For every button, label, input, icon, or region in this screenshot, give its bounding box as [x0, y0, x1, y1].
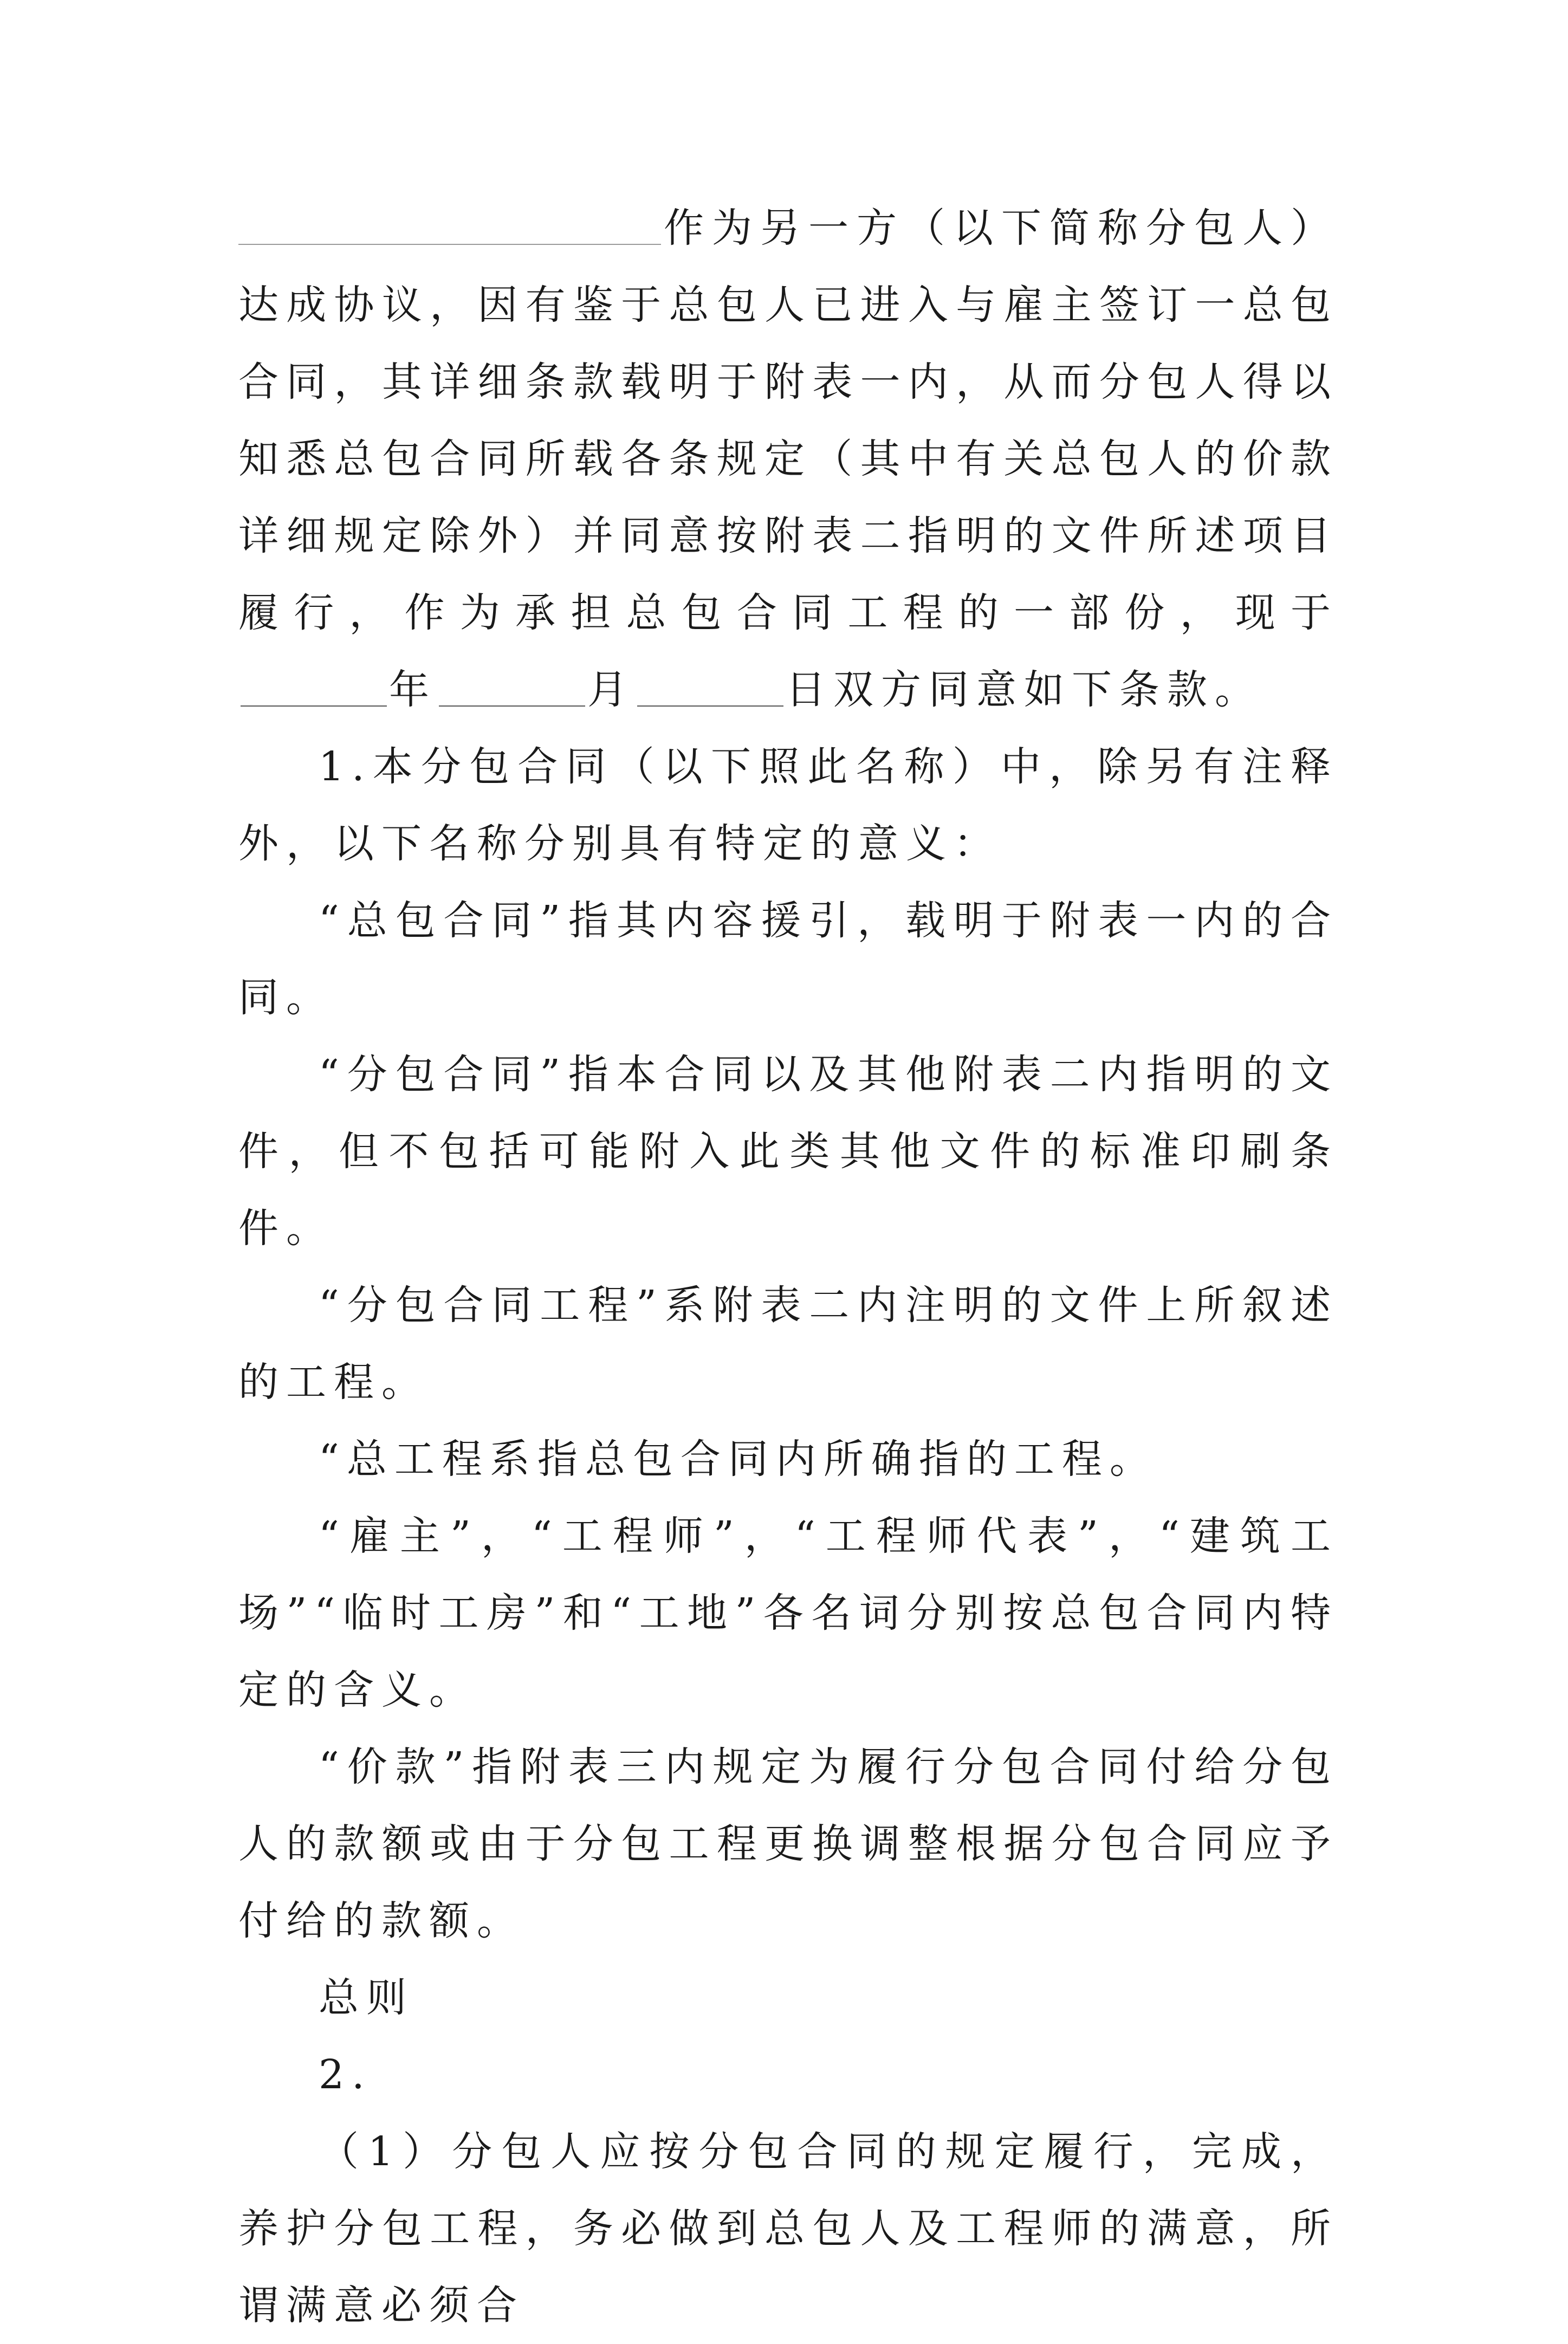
- paragraph-definition-subcontract: “分包合同”指本合同以及其他附表二内指明的文件，但不包括可能附入此类其他文件的标准印刷条件。: [238, 1051, 1338, 1252]
- day-blank: [637, 666, 783, 707]
- section-heading-general: 总则: [319, 1974, 414, 2021]
- paragraph-definition-subcontract-works: “分包合同工程”系附表二内注明的文件上所叙述的工程。: [238, 1282, 1338, 1406]
- preamble-text: 作为另一方（以下简称分包人）达成协议，因有鉴于总包人已进入与雇主签订一总包合同，其详细条款载明于附表一内，从而分包人得以知悉总包合同所载各条规定（其中有关总包人的价款详细规定除外）并同意按附表二指明的文件所述项目履行，作为承担总包合同工程的一部份，现于: [238, 205, 1338, 636]
- paragraph-definition-price: “价款”指附表三内规定为履行分包合同付给分包人的款额或由于分包工程更换调整根据分包合同应予付给的款额。: [238, 1744, 1338, 1944]
- paragraph-definition-main-works: “总工程系指总包合同内所确指的工程。: [319, 1436, 1157, 1482]
- month-label: 月: [587, 666, 635, 713]
- paragraph-definition-terms: “雇主”，“工程师”，“工程师代表”，“建筑工场”“临时工房”和“工地”各名词分别按总包合同内特定的含义。: [238, 1513, 1338, 1713]
- preamble-text-end: 日双方同意如下条款。: [786, 666, 1262, 713]
- paragraph-clause-2-1: （1）分包人应按分包合同的规定履行，完成，养护分包工程，务必做到总包人及工程师的满意，所谓满意必须合: [238, 2128, 1338, 2329]
- document-page: [238, 190, 1338, 2344]
- month-blank: [439, 666, 585, 707]
- paragraph-preamble: [238, 190, 1338, 728]
- party-name-blank: [238, 205, 661, 245]
- paragraph-definition-main-contract: “总包合同”指其内容援引，载明于附表一内的合同。: [238, 897, 1338, 1021]
- year-blank: [241, 666, 387, 707]
- year-label: 年: [389, 666, 437, 713]
- paragraph-clause-1: 1.本分包合同（以下照此名称）中，除另有注释外，以下名称分别具有特定的意义：: [238, 743, 1338, 867]
- clause-number-2: 2.: [319, 2051, 372, 2098]
